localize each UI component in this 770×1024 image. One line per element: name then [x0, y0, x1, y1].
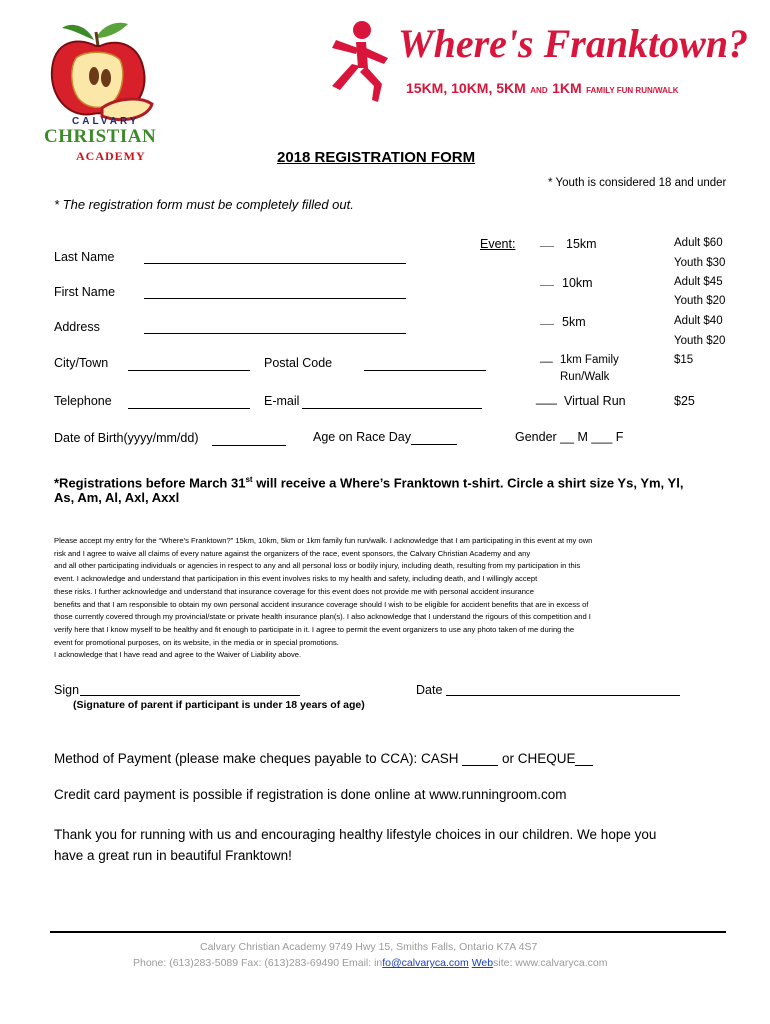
signature-field[interactable]: [80, 695, 300, 696]
apple-icon: [36, 18, 166, 130]
telephone-field[interactable]: [128, 408, 250, 409]
date-label: Date: [416, 683, 443, 697]
price-5km-youth: Youth $20: [674, 335, 726, 347]
event-15km: 15km: [566, 237, 597, 251]
youth-note: * Youth is considered 18 and under: [548, 177, 727, 189]
age-label: Age on Race Day: [313, 430, 411, 444]
event-label: Event:: [480, 237, 516, 251]
form-title: 2018 REGISTRATION FORM: [277, 149, 476, 166]
price-15km-adult: Adult $60: [674, 237, 723, 249]
city-label: City/Town: [54, 356, 109, 370]
footer-web-link[interactable]: Web: [471, 957, 494, 969]
price-1km: $15: [674, 354, 694, 366]
event-1km-line2: Run/Walk: [560, 371, 610, 383]
waiver-text: [54, 535, 734, 662]
address-label: Address: [54, 320, 100, 334]
waiver-line: those currently covered through my provincial/state or private health insurance plan(s). I also acknowledge that I understand the rigours of this competition and I: [54, 612, 591, 622]
telephone-label: Telephone: [54, 394, 112, 408]
logo-academy-text: ACADEMY: [76, 149, 146, 163]
gender-field[interactable]: Gender __ M ___ F: [515, 430, 624, 444]
waiver-line: benefits and that I am responsible to obtain my own personal accident insurance coverage should I wish to be eligible for accident benefits that are in excess of: [54, 599, 589, 609]
waiver-line: event. I acknowledge and understand that participation in this event involves risks to my health and safety, including death, and I willingly accept: [54, 574, 538, 584]
email-label: E-mail: [264, 394, 300, 408]
logo-christian-text: CHRISTIAN: [44, 126, 157, 147]
last-name-field[interactable]: [144, 263, 406, 264]
price-virtual: $25: [674, 394, 695, 408]
event-marker-15km[interactable]: __: [540, 234, 554, 248]
footer-divider: [50, 931, 726, 933]
last-name-label: Last Name: [54, 250, 115, 264]
payment-method-text: Method of Payment (please make cheques payable to CCA): CASH: [54, 751, 463, 766]
postal-code-label: Postal Code: [264, 356, 333, 370]
postal-code-field[interactable]: [364, 370, 486, 371]
dob-field[interactable]: [212, 445, 286, 446]
price-5km-adult: Adult $40: [674, 315, 723, 327]
tshirt-sizes: As, Am, Al, Axl, Axxl: [54, 490, 180, 505]
city-field[interactable]: [128, 370, 250, 371]
event-logo: [318, 18, 749, 108]
footer-address: Calvary Christian Academy 9749 Hwy 15, Smiths Falls, Ontario K7A 4S7: [200, 941, 538, 953]
event-logo-subtitle-1km: 1KM: [552, 80, 582, 96]
payment-method-or: or CHEQUE: [498, 751, 576, 766]
event-logo-subtitle-tail: FAMILY FUN RUN/WALK: [586, 86, 679, 95]
waiver-line: I acknowledge that I have read and agree to the Waiver of Liability above.: [54, 650, 302, 660]
event-marker-5km[interactable]: __: [540, 312, 554, 326]
price-10km-adult: Adult $45: [674, 276, 723, 288]
payment-method: [54, 751, 593, 766]
email-field[interactable]: [302, 408, 482, 409]
waiver-line: and all other participating individuals or agencies in respect to any and all personal loss or bodily injury, including death, resulting from my participation in this: [54, 561, 581, 571]
credit-card-note: Credit card payment is possible if registration is done online at www.runningroom.com: [54, 787, 567, 802]
school-logo: [36, 18, 166, 168]
cash-field[interactable]: [462, 751, 498, 766]
age-field[interactable]: [411, 444, 457, 445]
waiver-line: event for promotional purposes, on its website, in the media or in special promotions.: [54, 637, 339, 647]
tshirt-note-sup: st: [245, 475, 253, 484]
event-logo-subtitle: [406, 80, 679, 98]
thanks-line-2: have a great run in beautiful Franktown!: [54, 848, 292, 863]
tshirt-note-prefix: *Registrations before March 31: [54, 475, 246, 491]
event-1km: 1km Family: [560, 354, 619, 366]
address-field[interactable]: [144, 333, 406, 334]
event-logo-subtitle-and: AND: [530, 86, 548, 95]
first-name-field[interactable]: [144, 298, 406, 299]
tshirt-note: [54, 475, 683, 490]
event-5km: 5km: [562, 315, 586, 329]
price-15km-youth: Youth $30: [674, 257, 726, 269]
waiver-line: risk and I agree to waive all claims of every nature against the organizers of the race, event sponsors, the Calvary Christian Academy and any: [54, 548, 531, 558]
thanks-line-1: Thank you for running with us and encouraging healthy lifestyle choices in our children. We hope you: [54, 827, 657, 842]
footer-contact-text: Phone: (613)283-5089 Fax: (613)283-69490 Email: in: [133, 957, 383, 969]
signature-note: (Signature of parent if participant is under 18 years of age): [73, 699, 365, 711]
event-logo-title: Where's Franktown?: [398, 21, 749, 66]
dob-label: Date of Birth(yyyy/mm/dd): [54, 431, 199, 445]
form-instruction: * The registration form must be completely filled out.: [54, 197, 354, 212]
footer-website-text: site: www.calvaryca.com: [493, 957, 608, 969]
price-10km-youth: Youth $20: [674, 295, 726, 307]
waiver-line: verify here that I know myself to be healthy and fit enough to participate in it. I agree to permit the event organizers to use any photo taken of me during the: [54, 624, 575, 634]
footer-email-link[interactable]: fo@calvaryca.com: [382, 957, 469, 969]
tshirt-note-suffix: will receive a Where’s Franktown t-shirt. Circle a shirt size Ys, Ym, Yl,: [252, 475, 684, 491]
event-marker-virtual[interactable]: ___: [536, 391, 557, 405]
event-logo-subtitle-main: 15KM, 10KM, 5KM: [406, 80, 526, 96]
runner-icon: [322, 18, 402, 106]
waiver-line: these risks. I further acknowledge and understand that insurance coverage for this event does not provide me with personal accident insurance: [54, 586, 534, 596]
cheque-field[interactable]: [575, 751, 593, 766]
first-name-label: First Name: [54, 285, 116, 299]
footer-contact: [133, 957, 607, 969]
sign-label: Sign: [54, 683, 80, 697]
logo-calvary-text: CALVARY: [72, 116, 140, 127]
waiver-line: Please accept my entry for the “Where’s Franktown?” 15km, 10km, 5km or 1km family fun run/walk. I acknowledge that I am participating in this event at my own: [54, 536, 593, 545]
event-10km: 10km: [562, 276, 593, 290]
event-marker-1km[interactable]: __: [540, 351, 553, 363]
event-virtual: Virtual Run: [564, 394, 626, 408]
date-field[interactable]: [446, 695, 680, 696]
event-marker-10km[interactable]: __: [540, 273, 554, 287]
